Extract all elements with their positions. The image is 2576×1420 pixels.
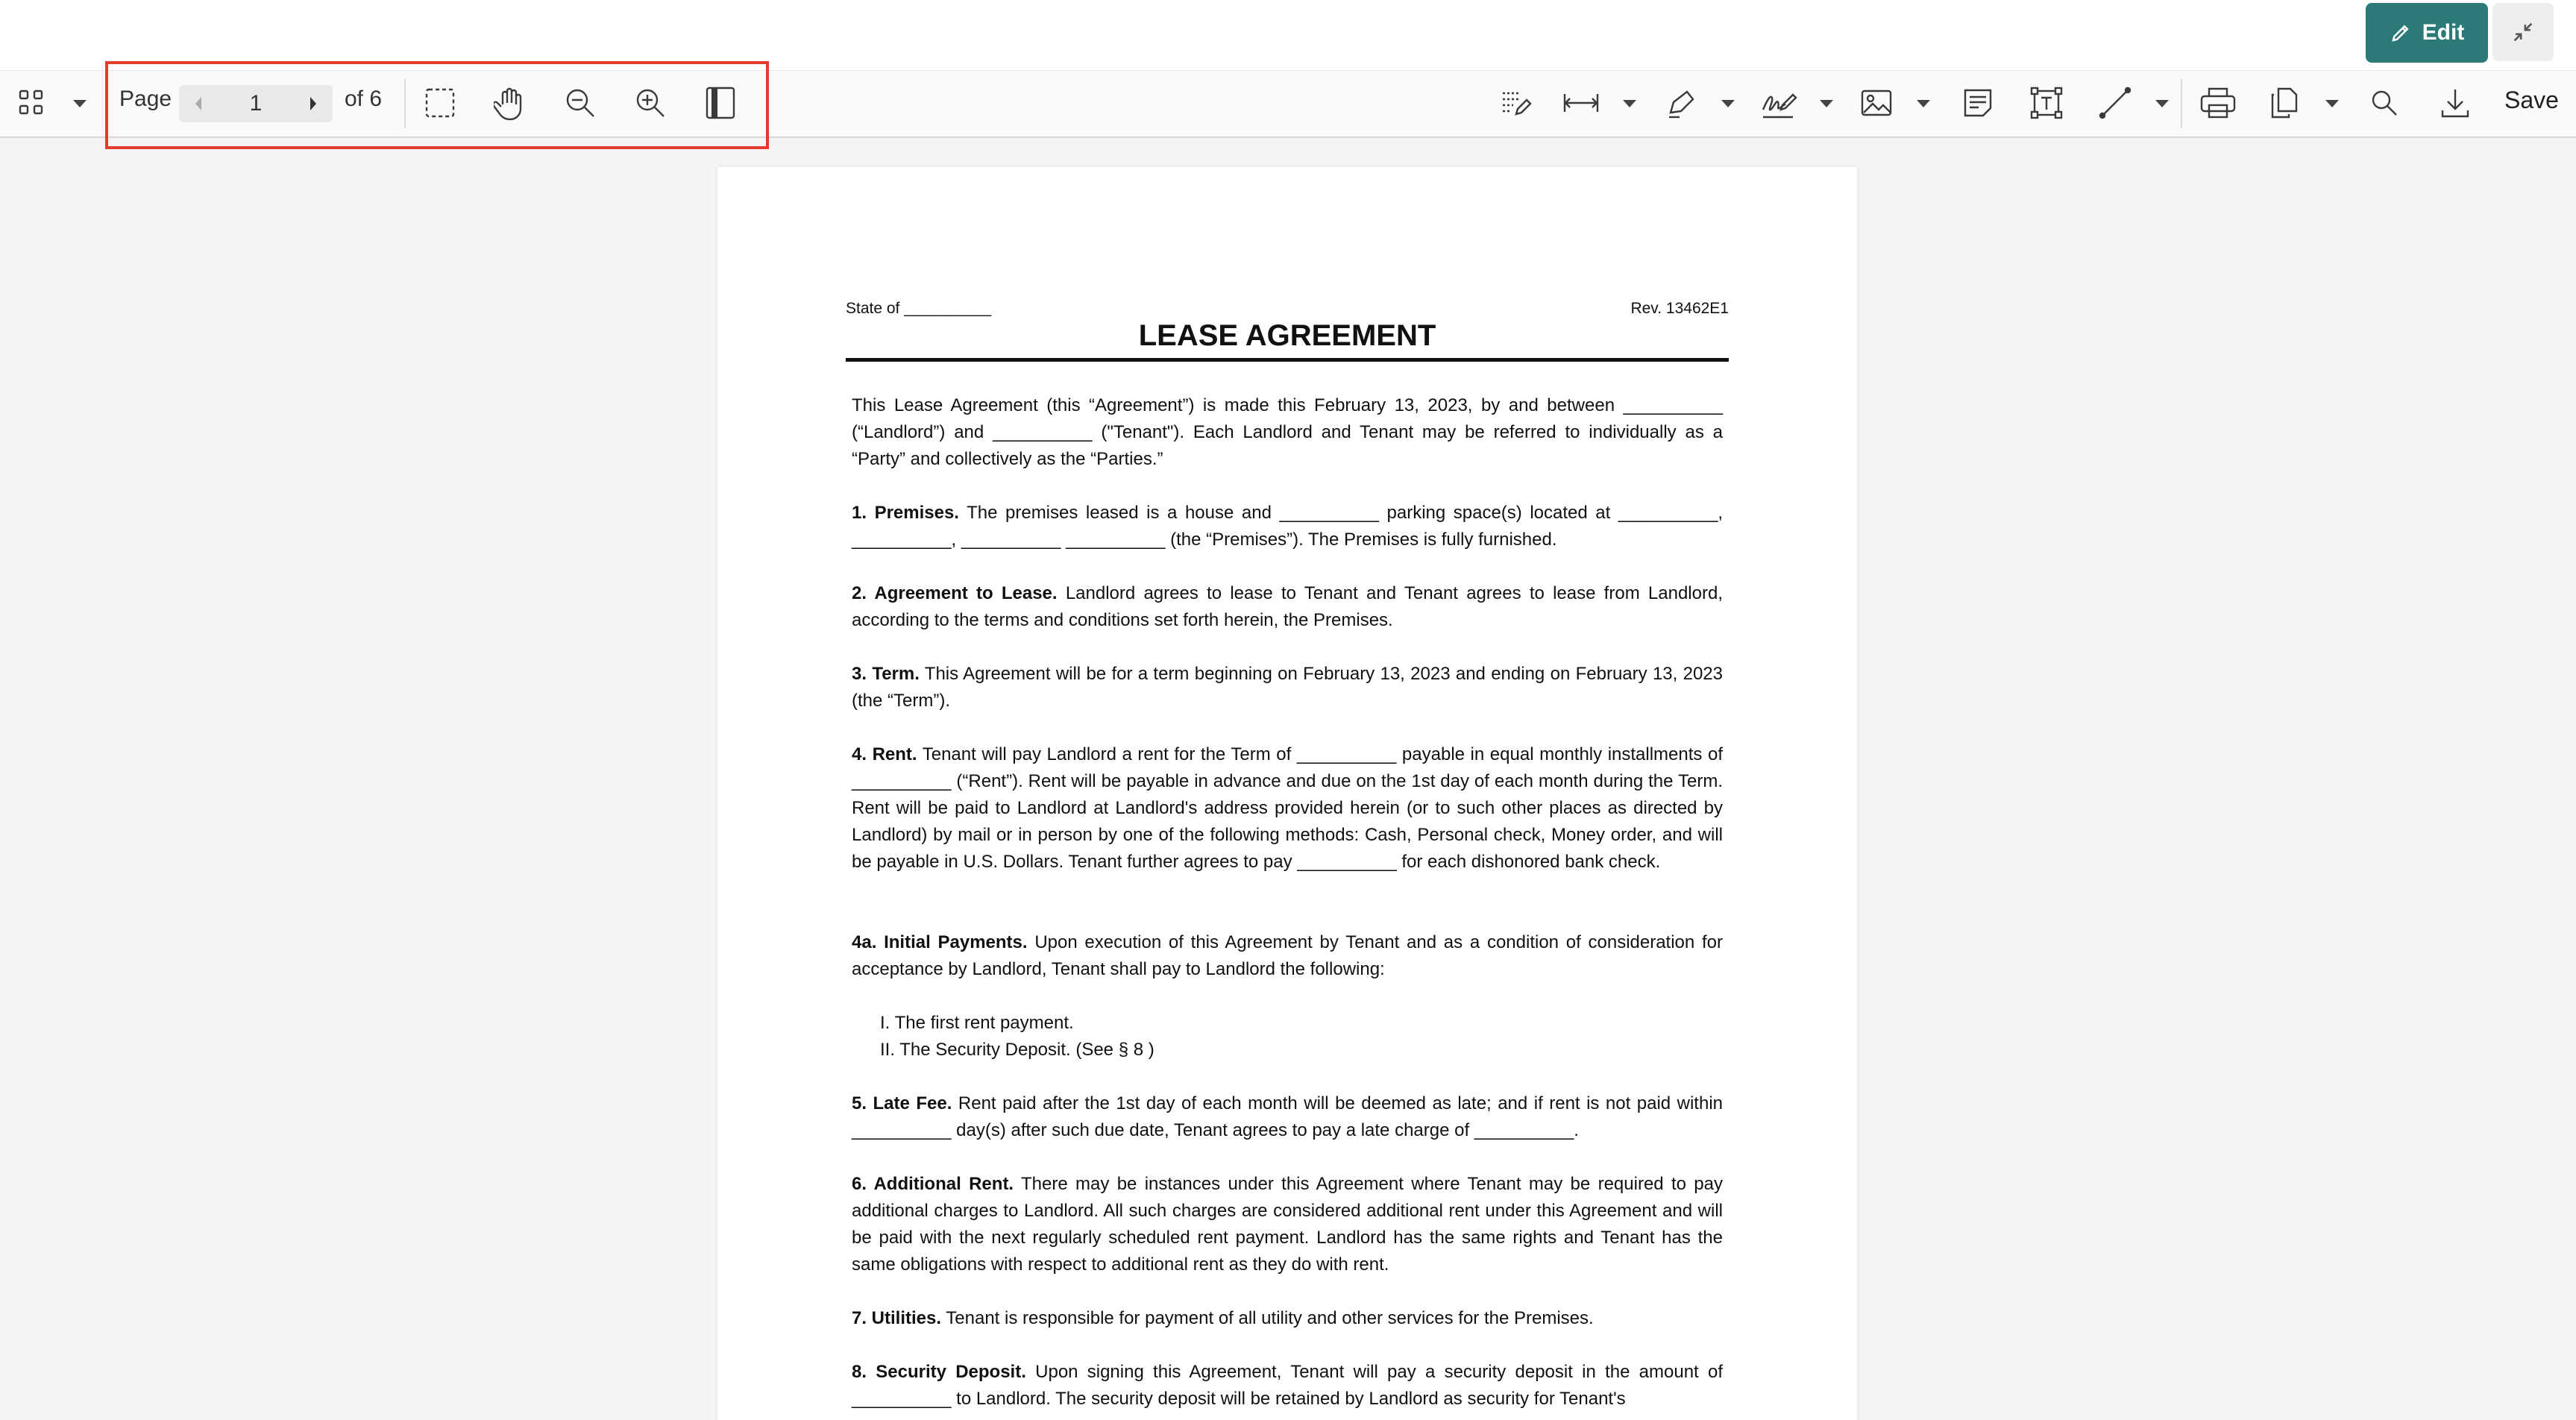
section-heading: 8. Security Deposit. [852, 1362, 1026, 1382]
section-text: Tenant will pay Landlord a rent for the Term of __________ payable in equal monthly installments of __________ (“Rent”). Rent will be payable in advance and due on the 1st day of each month during the Term. Rent will be paid to Landlord at Landlord's address provided herein (or to such other places as directed by Landlord) by mail or in person by one of the following methods: Cash, Personal check, Money order, and will be payable in U.S. Dollars. Tenant further agrees to pay __________ for each dishonored bank check. [852, 744, 1723, 872]
section-heading: 1. Premises. [852, 503, 959, 523]
printer-icon [2199, 86, 2237, 120]
section-term [852, 661, 1723, 714]
section-text: Upon execution of this Agreement by Tenant and as a condition of consideration for acceptance by Landlord, Tenant shall pay to Landlord the following: [852, 932, 1723, 979]
fill-form-button[interactable] [1496, 84, 1535, 122]
section-additional-rent [852, 1171, 1723, 1278]
search-button[interactable] [2366, 84, 2403, 122]
section-text: The premises leased is a house and __________ parking space(s) located at __________, __________, __________ __________ (the “Premises”). The Premises is fully furnished. [852, 503, 1723, 550]
section-heading: 4a. Initial Payments. [852, 932, 1028, 952]
pencil-icon [2390, 22, 2412, 44]
section-text: Upon signing this Agreement, Tenant will pay a security deposit in the amount of __________ to Landlord. The security deposit will be retained by Landlord as security for Tenant's [852, 1362, 1723, 1409]
collapse-icon [2510, 19, 2536, 45]
section-utilities [852, 1305, 1723, 1332]
measure-distance-button[interactable] [1560, 84, 1602, 122]
download-button[interactable] [2436, 84, 2475, 122]
document-title: LEASE AGREEMENT [1138, 319, 1436, 352]
form-edit-icon [1498, 86, 1533, 120]
text-box-button[interactable] [2027, 84, 2066, 122]
print-button[interactable] [2197, 84, 2239, 122]
intro-paragraph: This Lease Agreement (this “Agreement”) is made this February 13, 2023, by and between __________ (“Landlord”) and __________ ("Tenant"). Each Landlord and Tenant may be referred to individually as a “Party” and collectively as the “Parties.” [852, 395, 1723, 469]
section-late-fee [852, 1090, 1723, 1144]
edit-button-label: Edit [2422, 20, 2465, 45]
grid-icon [18, 88, 45, 118]
section-text: Landlord agrees to lease to Tenant and Tenant agrees to lease from Landlord, according to the terms and conditions set forth herein, the Premises. [852, 583, 1723, 630]
save-button[interactable]: Save [2504, 87, 2559, 113]
thumbnails-grid-button[interactable] [15, 84, 48, 122]
section-rent [852, 741, 1723, 876]
line-dropdown-chevron-icon[interactable] [2155, 100, 2169, 107]
highlighter-dropdown-chevron-icon[interactable] [1721, 100, 1735, 107]
signature-icon [1760, 84, 1799, 122]
section-agreement-to-lease [852, 580, 1723, 634]
insert-image-button[interactable] [1857, 84, 1896, 122]
page-total: of 6 [345, 87, 383, 111]
section-initial-payments [852, 929, 1723, 983]
section-text: This Agreement will be for a term beginning on February 13, 2023 and ending on February 13, 2023 (the “Term”). [852, 664, 1723, 711]
revision-number: Rev. 13462E1 [1630, 300, 1729, 317]
section-heading: 5. Late Fee. [852, 1093, 952, 1113]
line-tool-button[interactable] [2096, 84, 2134, 122]
section-text: Tenant is responsible for payment of all utility and other services for the Premises. [941, 1308, 1594, 1328]
note-icon [1961, 87, 1994, 119]
edit-button[interactable] [2366, 3, 2488, 63]
sticky-note-button[interactable] [1958, 84, 1997, 122]
top-bar [0, 0, 2576, 70]
state-field: State of __________ [846, 300, 992, 317]
download-icon [2439, 87, 2472, 119]
text-box-icon [2029, 86, 2064, 120]
copy-pages-button[interactable] [2264, 82, 2303, 124]
section-text: There may be instances under this Agreement where Tenant may be required to pay additional charges to Landlord. All such charges are considered additional rent under this Agreement and will be paid with the next regularly scheduled rent payment. Landlord has the same rights and Tenant has the same obligations with respect to additional rent as they do with rent. [852, 1174, 1724, 1275]
chevron-down-icon[interactable] [73, 100, 87, 107]
section-text: Rent paid after the 1st day of each month will be deemed as late; and if rent is not paid within __________ day(s) after such due date, Tenant agrees to pay a late charge of __________. [852, 1093, 1724, 1140]
search-icon [2369, 88, 2399, 118]
highlighter-button[interactable] [1662, 84, 1700, 122]
section-heading: 4. Rent. [852, 744, 917, 764]
section-heading: 2. Agreement to Lease. [852, 583, 1058, 603]
list-item: II. The Security Deposit. (See § 8 ) [880, 1040, 1155, 1060]
title-rule [846, 358, 1729, 362]
image-icon [1859, 87, 1894, 119]
section-security-deposit [852, 1359, 1723, 1413]
measure-dropdown-chevron-icon[interactable] [1623, 100, 1636, 107]
copy-icon [2266, 84, 2301, 122]
highlight-box [105, 61, 769, 149]
copy-dropdown-chevron-icon[interactable] [2325, 100, 2339, 107]
collapse-button[interactable] [2492, 3, 2554, 61]
section-premises [852, 500, 1723, 553]
line-icon [2098, 86, 2132, 120]
image-dropdown-chevron-icon[interactable] [1917, 100, 1930, 107]
signature-dropdown-chevron-icon[interactable] [1820, 100, 1833, 107]
section-heading: 7. Utilities. [852, 1308, 942, 1328]
measure-icon [1561, 88, 1601, 118]
section-heading: 6. Additional Rent. [852, 1174, 1014, 1194]
list-item: I. The first rent payment. [880, 1013, 1074, 1033]
signature-button[interactable] [1759, 82, 1800, 124]
page-label: Page [119, 87, 172, 111]
section-heading: 3. Term. [852, 664, 920, 684]
toolbar-divider [2181, 79, 2182, 128]
highlighter-icon [1665, 86, 1697, 120]
